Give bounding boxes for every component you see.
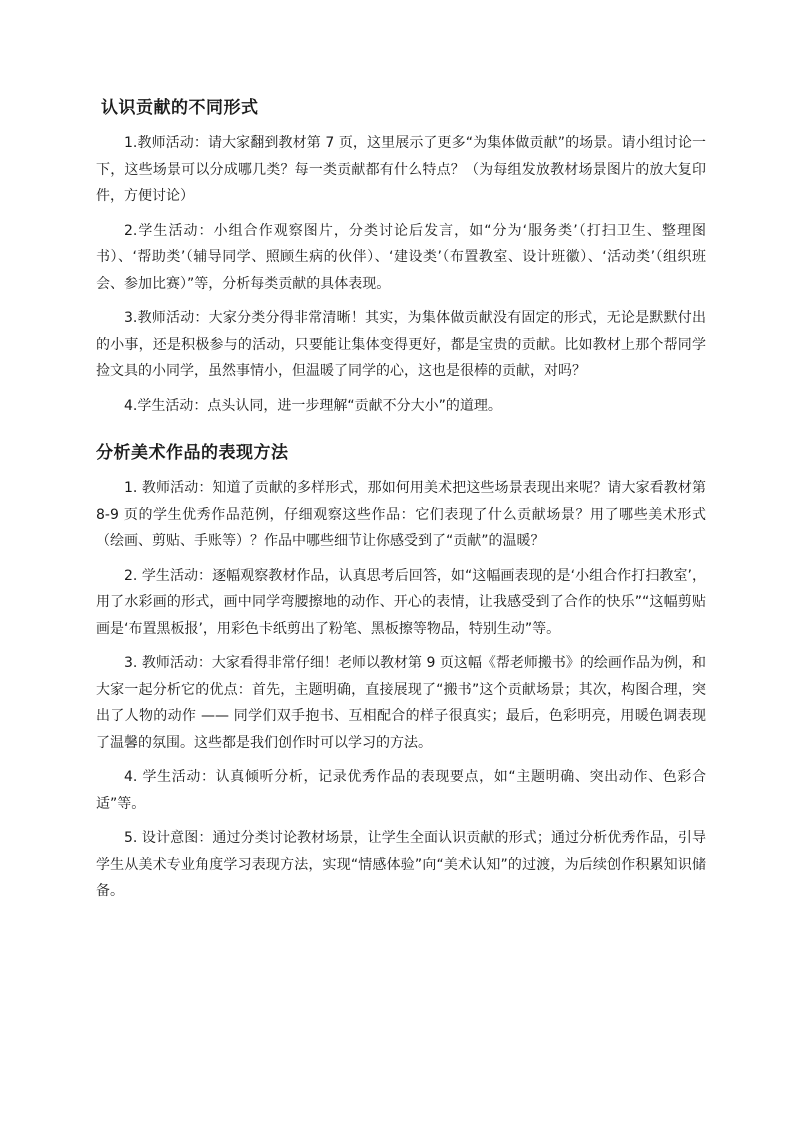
paragraph: 1.教师活动：请大家翻到教材第 7 页，这里展示了更多“为集体做贡献”的场景。请小组讨论一下，这些场景可以分成哪几类？每一类贡献都有什么特点？（为每组发放教材场景图片的放大复印件，方便讨论） (96, 135, 706, 204)
paragraph: 3.教师活动：大家分类分得非常清晰！其实，为集体做贡献没有固定的形式，无论是默默付出的小事，还是积极参与的活动，只要能让集体变得更好，都是宝贵的贡献。比如教材上那个帮同学捡文具的小同学，虽然事情小，但温暖了同学的心，这也是很棒的贡献，对吗？ (96, 310, 706, 379)
paragraph: 4. 学生活动：认真倾听分析，记录优秀作品的表现要点，如“主题明确、突出动作、色彩合适”等。 (96, 769, 706, 812)
section-heading-art-analysis: 分析美术作品的表现方法 (96, 443, 289, 463)
section-heading-forms-of-contribution: 认识贡献的不同形式 (101, 98, 259, 118)
paragraph: 2. 学生活动：逐幅观察教材作品，认真思考后回答，如“这幅画表现的是‘小组合作打扫教室’，用了水彩画的形式，画中同学弯腰擦地的动作、开心的表情，让我感受到了合作的快乐”“这幅剪贴画是‘布置黑板报’，用彩色卡纸剪出了粉笔、黑板擦等物品，特别生动”等。 (96, 567, 706, 637)
document-body (96, 94, 706, 905)
paragraph: 1. 教师活动：知道了贡献的多样形式，那如何用美术把这些场景表现出来呢？请大家看教材第 8-9 页的学生优秀作品范例，仔细观察这些作品：它们表现了什么贡献场景？用了哪些美术形式（绘画、剪贴、手账等）？作品中哪些细节让你感受到了“贡献”的温暖？ (96, 480, 706, 549)
paragraph: 4.学生活动：点头认同，进一步理解“贡献不分大小”的道理。 (124, 397, 502, 414)
paragraph: 2.学生活动：小组合作观察图片，分类讨论后发言，如“分为‘服务类’（打扫卫生、整理图书）、‘帮助类’（辅导同学、照顾生病的伙伴）、‘建设类’（布置教室、设计班徽）、‘活动类’（组织班会、参加比赛）”等，分析每类贡献的具体表现。 (96, 222, 706, 292)
paragraph: 5. 设计意图：通过分类讨论教材场景，让学生全面认识贡献的形式；通过分析优秀作品，引导学生从美术专业角度学习表现方法，实现“情感体验”向“美术认知”的过渡，为后续创作积累知识储备。 (96, 830, 706, 899)
paragraph: 3. 教师活动：大家看得非常仔细！老师以教材第 9 页这幅《帮老师搬书》的绘画作品为例，和大家一起分析它的优点：首先，主题明确，直接展现了“搬书”这个贡献场景；其次，构图合理，突出了人物的动作 —— 同学们双手抱书、互相配合的样子很真实；最后，色彩明亮，用暖色调表现了温馨的氛围。这些都是我们创作时可以学习的方法。 (96, 655, 706, 751)
